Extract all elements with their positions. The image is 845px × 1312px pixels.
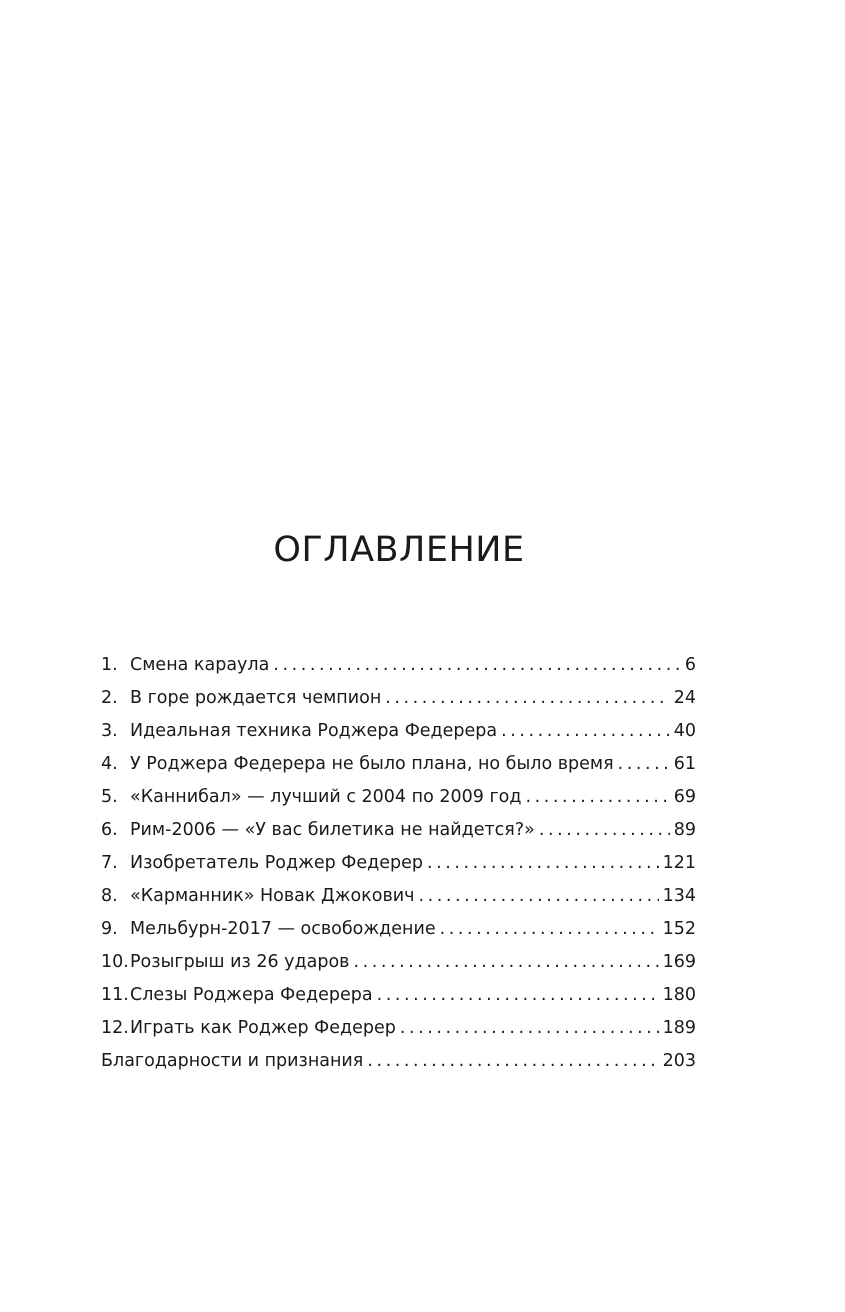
toc-entry-number: 11. [101, 985, 129, 1005]
toc-entry [101, 649, 696, 682]
toc-entry-title: У Роджера Федерера не было плана, но было время [130, 754, 614, 774]
toc-dot-leader [539, 814, 670, 847]
toc-entry-page: 203 [662, 1051, 696, 1071]
toc-entry-title: Рим-2006 — «У вас билетика не найдется?» [130, 820, 535, 840]
toc-entry-title: «Каннибал» — лучший с 2004 по 2009 год [130, 787, 522, 807]
toc-entry-number: 7. [101, 853, 118, 873]
toc-entry-page: 134 [662, 886, 696, 906]
toc-entry-page: 6 [684, 655, 696, 675]
toc-entry [101, 913, 696, 946]
toc-entry [101, 748, 696, 781]
toc-dot-leader [377, 979, 659, 1012]
toc-entry-number: 3. [101, 721, 118, 741]
toc-entry-number: 2. [101, 688, 118, 708]
toc-entry-number: 4. [101, 754, 118, 774]
toc-entry-page: 89 [673, 820, 696, 840]
toc-entry [101, 979, 696, 1012]
toc-dot-leader [367, 1045, 658, 1078]
toc-entry [101, 1045, 696, 1078]
toc-entry-title: Изобретатель Роджер Федерер [130, 853, 423, 873]
toc-entry-page: 69 [673, 787, 696, 807]
toc-entry-number: 10. [101, 952, 129, 972]
toc-dot-leader [618, 748, 670, 781]
toc-entry-page: 24 [673, 688, 696, 708]
toc-dot-leader [525, 781, 669, 814]
toc-entry-title: В горе рождается чемпион [130, 688, 382, 708]
toc-entry-title: Розыгрыш из 26 ударов [130, 952, 350, 972]
toc-entry-number: 8. [101, 886, 118, 906]
page-title: ОГЛАВЛЕНИЕ [273, 530, 525, 570]
toc-dot-leader [273, 649, 681, 682]
toc-dot-leader [385, 682, 669, 715]
toc-dot-leader [501, 715, 670, 748]
toc-entry-page: 180 [662, 985, 696, 1005]
toc-dot-leader [440, 913, 659, 946]
toc-entry-title: «Карманник» Новак Джокович [130, 886, 415, 906]
toc-entry-title: Благодарности и признания [101, 1051, 364, 1071]
toc-entry [101, 682, 696, 715]
toc-entry [101, 1012, 696, 1045]
toc-entry-page: 121 [662, 853, 696, 873]
toc-entry-page: 61 [673, 754, 696, 774]
toc-entry-number: 9. [101, 919, 118, 939]
toc-dot-leader [427, 847, 659, 880]
toc-entry [101, 715, 696, 748]
toc-entry-number: 5. [101, 787, 118, 807]
toc-entry-title: Смена караула [130, 655, 270, 675]
toc-entry-number: 1. [101, 655, 118, 675]
toc-entry-page: 40 [673, 721, 696, 741]
toc-entry [101, 880, 696, 913]
toc-entry [101, 781, 696, 814]
toc-entry-page: 189 [662, 1018, 696, 1038]
toc-entry [101, 847, 696, 880]
toc-entry-title: Играть как Роджер Федерер [130, 1018, 396, 1038]
toc-entry [101, 814, 696, 847]
toc-entry-number: 12. [101, 1018, 129, 1038]
toc-entry [101, 946, 696, 979]
toc-entry-page: 152 [662, 919, 696, 939]
toc-entry-number: 6. [101, 820, 118, 840]
toc-entry-page: 169 [662, 952, 696, 972]
toc-dot-leader [400, 1012, 659, 1045]
toc-dot-leader [353, 946, 658, 979]
table-of-contents [101, 649, 696, 1078]
toc-entry-title: Слезы Роджера Федерера [130, 985, 373, 1005]
toc-entry-title: Идеальная техника Роджера Федерера [130, 721, 498, 741]
toc-entry-title: Мельбурн-2017 — освобождение [130, 919, 436, 939]
toc-dot-leader [418, 880, 658, 913]
